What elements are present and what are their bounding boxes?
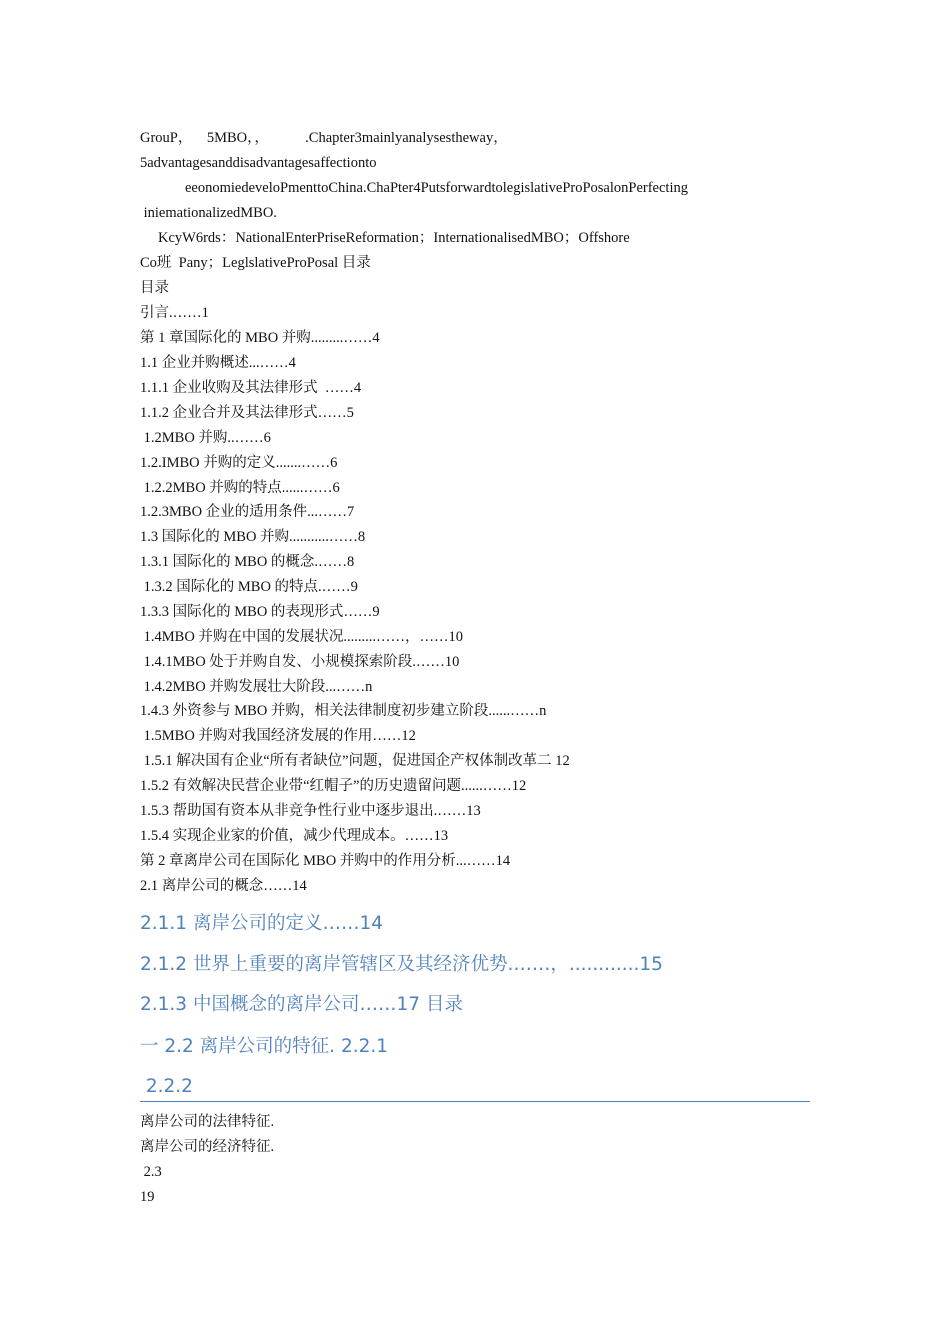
toc-entry: 1.5.2 有效解决民营企业带“红帽子”的历史遗留问题......……12 — [140, 778, 527, 794]
toc-entry: 1.4.3 外资参与 MBO 并购，相关法律制度初步建立阶段......……n — [140, 703, 547, 719]
toc-entry: 1.4MBO 并购在中国的发展状况.........……，……10 — [140, 629, 464, 645]
abstract-line-1: GrouP， 5MBO，， .Chapter3mainlyanalysestheway， — [140, 130, 508, 146]
toc-entry: 2.1 离岸公司的概念……14 — [140, 878, 307, 894]
tail-line: 19 — [140, 1189, 155, 1205]
toc-heading-2-1-3: 2.1.3 中国概念的离岸公司……17 目录 — [140, 994, 463, 1015]
toc-heading-2-1-1: 2.1.1 离岸公司的定义……14 — [140, 913, 383, 934]
toc-entry: 1.5.4 实现企业家的价值，减少代理成本。……13 — [140, 828, 449, 844]
tail-line: 离岸公司的法律特征. — [140, 1114, 275, 1130]
abstract-line-2: 5advantagesanddisadvantagesaffectionto — [140, 155, 377, 171]
tail-line: 2.3 — [140, 1164, 162, 1180]
toc-entry: 1.1.2 企业合并及其法律形式……5 — [140, 405, 354, 421]
toc-entry: 1.4.2MBO 并购发展壮大阶段...……n — [140, 679, 373, 695]
toc-entry: 1.2MBO 并购..……6 — [140, 430, 271, 446]
toc-entry: 1.1.1 企业收购及其法律形式 ……4 — [140, 380, 362, 396]
toc-entry: 1.4.1MBO 处于并购自发、小规模探索阶段.……10 — [140, 654, 460, 670]
toc-entry: 1.5MBO 并购对我国经济发展的作用……12 — [140, 728, 416, 744]
toc-entry: 引言.……1 — [140, 305, 209, 321]
toc-entry: 1.5.3 帮助国有资本从非竞争性行业中逐步退出.……13 — [140, 803, 481, 819]
abstract-line-3: eeonomiedeveloPmenttoChina.ChaPter4PutsforwardtolegislativeProPosalonPerfecting — [185, 180, 688, 196]
toc-heading-2-2: 一 2.2 离岸公司的特征. 2.2.1 — [140, 1036, 389, 1057]
toc-entry: 第 1 章国际化的 MBO 并购.........……4 — [140, 330, 380, 346]
toc-entry: 1.3.1 国际化的 MBO 的概念.……8 — [140, 554, 355, 570]
toc-title: 目录 — [140, 280, 169, 296]
toc-heading-2-2-2: 2.2.2 — [140, 1076, 193, 1097]
toc-entry: 1.2.IMBO 并购的定义.......……6 — [140, 455, 338, 471]
tail-line: 离岸公司的经济特征. — [140, 1139, 275, 1155]
keywords-line: KcyW6rds：NationalEnterPriseReformation；InternationalisedMBO；Offshore — [158, 230, 630, 246]
toc-heading-2-1-2: 2.1.2 世界上重要的离岸管辖区及其经济优势.……，............15 — [140, 954, 663, 975]
toc-entry: 第 2 章离岸公司在国际化 MBO 并购中的作用分析...……14 — [140, 853, 511, 869]
heading-underline — [140, 1101, 810, 1102]
toc-entry: 1.2.3MBO 企业的适用条件...……7 — [140, 504, 355, 520]
toc-entry: 1.2.2MBO 并购的特点......……6 — [140, 480, 340, 496]
abstract-line-4: iniemationalizedMBO. — [140, 205, 277, 221]
toc-entry: 1.3 国际化的 MBO 并购...........……8 — [140, 529, 366, 545]
toc-entry: 1.3.2 国际化的 MBO 的特点.……9 — [140, 579, 358, 595]
keywords-line-2: Co班 Pany；LeglslativeProPosal 目录 — [140, 255, 371, 271]
toc-entry: 1.1 企业并购概述...……4 — [140, 355, 296, 371]
toc-entry: 1.3.3 国际化的 MBO 的表现形式……9 — [140, 604, 380, 620]
toc-entry: 1.5.1 解决国有企业“所有者缺位”问题，促进国企产权体制改革二 12 — [140, 753, 570, 769]
